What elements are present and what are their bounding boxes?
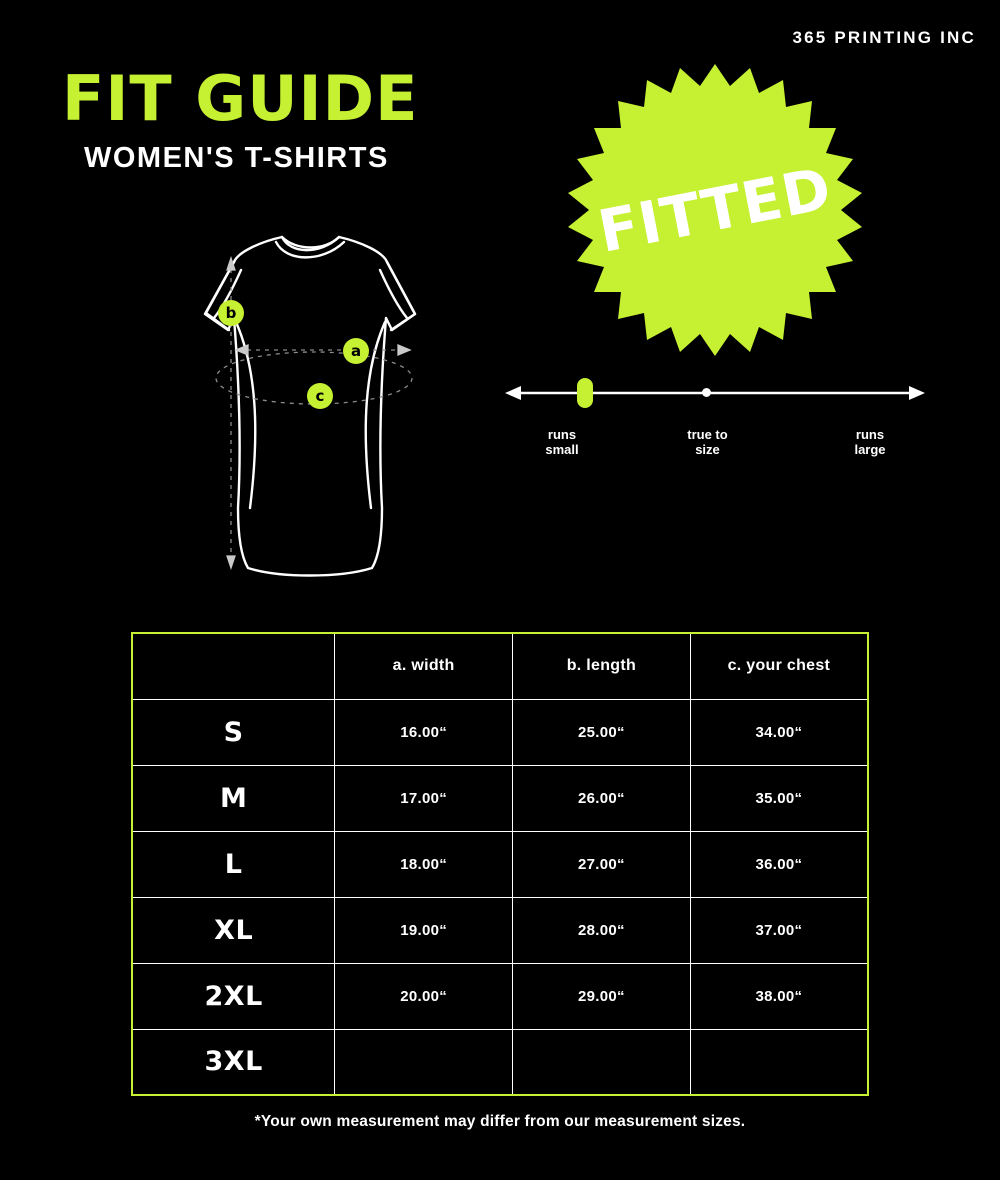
- tshirt-diagram: [110, 218, 470, 588]
- table-header-width: a. width: [335, 633, 513, 699]
- fitted-badge-label: FITTED: [592, 154, 838, 266]
- page-title: FIT GUIDE: [62, 62, 419, 135]
- fitted-badge: [560, 60, 870, 360]
- cell-length: 25.00“: [513, 699, 691, 765]
- fit-scale-label-small: [517, 428, 607, 458]
- double-arrow-icon: [505, 386, 925, 400]
- page-subtitle: WOMEN'S T-SHIRTS: [84, 142, 389, 174]
- cell-length: 29.00“: [513, 963, 691, 1029]
- cell-length: 27.00“: [513, 831, 691, 897]
- table-header-row: [132, 633, 868, 699]
- cell-size: S: [132, 699, 335, 765]
- cell-width: 17.00“: [335, 765, 513, 831]
- cell-size: XL: [132, 897, 335, 963]
- fit-scale-label-large-line2: large: [854, 441, 886, 457]
- cell-length: 28.00“: [513, 897, 691, 963]
- fit-scale-label-small-line1: runs: [547, 427, 577, 442]
- fit-scale-label-large: [825, 428, 915, 458]
- table-row: [132, 699, 868, 765]
- cell-width: 20.00“: [335, 963, 513, 1029]
- cell-length: 26.00“: [513, 765, 691, 831]
- cell-chest: [690, 1029, 868, 1095]
- table-row: [132, 831, 868, 897]
- table-row: [132, 1029, 868, 1095]
- fit-scale-label-true-line2: size: [695, 441, 720, 457]
- fit-scale-label-small-line2: small: [545, 441, 579, 457]
- fit-scale: [505, 370, 925, 480]
- marker-c: c: [307, 383, 333, 409]
- cell-size: M: [132, 765, 335, 831]
- brand-name: 365 PRINTING INC: [792, 28, 976, 47]
- table-header-chest: c. your chest: [690, 633, 868, 699]
- cell-size: L: [132, 831, 335, 897]
- marker-b: b: [218, 300, 244, 326]
- fit-scale-midpoint: [702, 388, 711, 397]
- cell-width: 18.00“: [335, 831, 513, 897]
- cell-size: 3XL: [132, 1029, 335, 1095]
- fit-scale-label-true: [660, 428, 755, 458]
- table-header-length: b. length: [513, 633, 691, 699]
- table-header-size: [132, 633, 335, 699]
- table-row: [132, 963, 868, 1029]
- cell-chest: 35.00“: [690, 765, 868, 831]
- size-table-wrapper: [131, 632, 869, 1096]
- cell-width: 16.00“: [335, 699, 513, 765]
- cell-size: 2XL: [132, 963, 335, 1029]
- cell-chest: 36.00“: [690, 831, 868, 897]
- table-row: [132, 897, 868, 963]
- table-row: [132, 765, 868, 831]
- tshirt-outline-icon: [110, 218, 470, 588]
- cell-chest: 37.00“: [690, 897, 868, 963]
- marker-a: a: [343, 338, 369, 364]
- cell-length: [513, 1029, 691, 1095]
- title-block: [62, 62, 462, 175]
- size-table: [131, 632, 869, 1096]
- footnote: *Your own measurement may differ from our measurement sizes.: [254, 1113, 746, 1130]
- cell-width: [335, 1029, 513, 1095]
- starburst-icon: [560, 60, 870, 360]
- fit-scale-marker: [577, 378, 593, 408]
- cell-chest: 38.00“: [690, 963, 868, 1029]
- fit-scale-label-true-line1: true to: [687, 427, 728, 442]
- fit-scale-label-large-line1: runs: [855, 427, 885, 442]
- cell-chest: 34.00“: [690, 699, 868, 765]
- cell-width: 19.00“: [335, 897, 513, 963]
